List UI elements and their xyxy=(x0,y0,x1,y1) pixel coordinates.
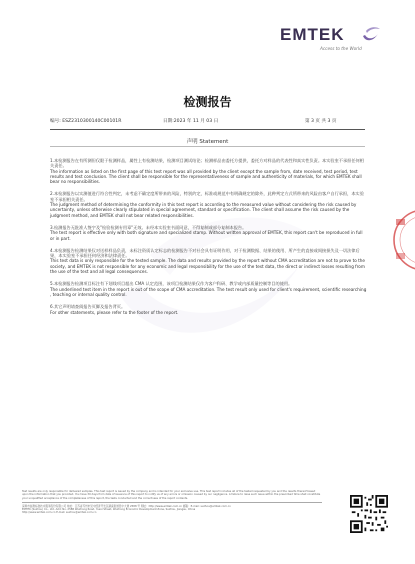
report-footer xyxy=(22,490,322,515)
logo-brand-text: EMTEK xyxy=(280,25,345,44)
statement-item-zh: 6.其它声明请查阅报告页脚及报告背页。 xyxy=(50,304,126,310)
report-meta-row xyxy=(50,118,365,126)
footer-address-zh: 深圳市信测标准技术服务股份有限公司 地址：江苏省苏州市吴中经济开发区越溪街道吴中大道 2588 号 网址：http://www.emtek.com.cn 邮箱：E-mail: suzhou@emtek.com.cn xyxy=(22,504,231,508)
footer-contact: http://www.emtek.com.cn E-mail: suzhou@emtek.com.cn xyxy=(22,511,97,515)
statement-list xyxy=(50,158,368,322)
statement-item xyxy=(50,191,368,217)
emtek-logo xyxy=(280,25,400,55)
statement-item xyxy=(50,281,368,297)
footer-disclaimer: Test results are only responsible for delivered samples. This test report is issued by the company and is intended for your exclusive use. This test report includes all of the tested requested by you and the results thereof based upon the information that you provided. You have 30 days from date of issuance of this report to notify us of any errors or omission caused by our negligence. A failure to raise such issue within the prescribed time shall constitute your unqualified acceptance of the completeness of this report, the tests conducted and the correctness of the report contents. xyxy=(22,490,321,500)
header-divider xyxy=(50,129,365,130)
statement-item-zh: 2.本检测报告以实测值进行符合性判定，未考虑不确定度所带来的风险，特别约定，标准或规范中有明确规定的除外，此种判定方式所带来的风险由客户自行承担，本实验室不承担相关责任。 xyxy=(50,191,364,202)
statement-divider xyxy=(50,146,365,147)
footer-divider xyxy=(22,502,322,503)
statement-item-zh: 4.本检测报告检测结果仅对送样样品负责，未标注资质认定标志的检测报告不对社会具有证明作用，对于检测数据、结果的使用、所产生的直接或间接损失及一切法律后果，本实验室不承担任何经济和法律责任。 xyxy=(50,247,360,259)
statement-item xyxy=(50,304,368,315)
statement-item-en: The judgment method of determining the conformity in this test report is according to the measured value without considering the risk caused by uncertainty, unless otherwise clearly stipulated in special agreement, standard or specification. The client shall assume the risk caused by the judgment method, and EMTEK shall not bear related responsibilities. xyxy=(50,202,357,218)
page-indicator: 第 3 页 共 3 页 xyxy=(305,119,337,124)
statement-item-zh: 5.本检测报告检测项目标注有下划线项目超出 CMA 认定范围，该项目检测结果仅作为客户科研、教学或内部质量控制等目的使用。 xyxy=(50,281,293,287)
statement-item-en: The test report is effective only with both signature and specialized stamp. Without written approval of EMTEK, this report can't be reproduced in full or in part. xyxy=(50,230,363,241)
statement-item-zh: 1.本检测报告在有所测但仅限于检测样品，属性上有检测结果，检测项目测试结论；检测样品由委托方提供，委托方对样品的代表性和真实性负责。本实验室不承担任何相关责任。 xyxy=(50,158,364,169)
footer-address-en: EMTEK (Suzhou) Co., Ltd. Add: No. 2588 Wuzhong Road, Yuexi Street, Wuzhong Economic Development Zone, Suzhou, Jiangsu, China xyxy=(22,508,196,512)
statement-item xyxy=(50,248,368,274)
report-title: 检测报告 xyxy=(183,95,232,109)
statement-heading: 声明 Statement xyxy=(186,139,229,145)
qr-code xyxy=(350,495,388,533)
seal-stamp xyxy=(392,205,415,275)
statement-item-en: The underlined test item in the report is out of the scope of CMA accreditation. The test result only used for client's requirement, scientific researching , teaching or internal quality control. xyxy=(50,286,367,297)
statement-item xyxy=(50,158,368,184)
statement-item-zh: 3.检测报告无批准人签字及"检验检测专用章"无效。未经本实验室书面同意，不得复制或部分复制本报告。 xyxy=(50,224,247,230)
logo-swoosh-icon xyxy=(360,23,382,45)
statement-item-en: The information as listed on the first page of this test report was all provided by the client except the sample from, date received, test period, test results and test conclusion. The client shall be responsible for the representativeness of sample and authenticity of materials, for which EMTEK shall bear no responsibilities. xyxy=(50,168,362,185)
statement-item xyxy=(50,225,368,241)
logo-tagline: Access to the World xyxy=(320,46,362,51)
statement-item-en: For other statements, please refer to the footer of the report. xyxy=(50,309,179,315)
report-number: 编号: ESZ2310300140C00101R xyxy=(50,119,122,124)
report-date: 日期:2023 年 11 月 03 日 xyxy=(163,119,219,124)
statement-item-en: This test data is only responsible for the tested sample. The data and results provided by the report without CMA accreditation are not to prove to the society, and EMTEK is not responsible for any economic and legal responsibility for the use of the test data, the direct or indirect losses resulting from the use of the test and all legal consequences. xyxy=(50,258,366,275)
